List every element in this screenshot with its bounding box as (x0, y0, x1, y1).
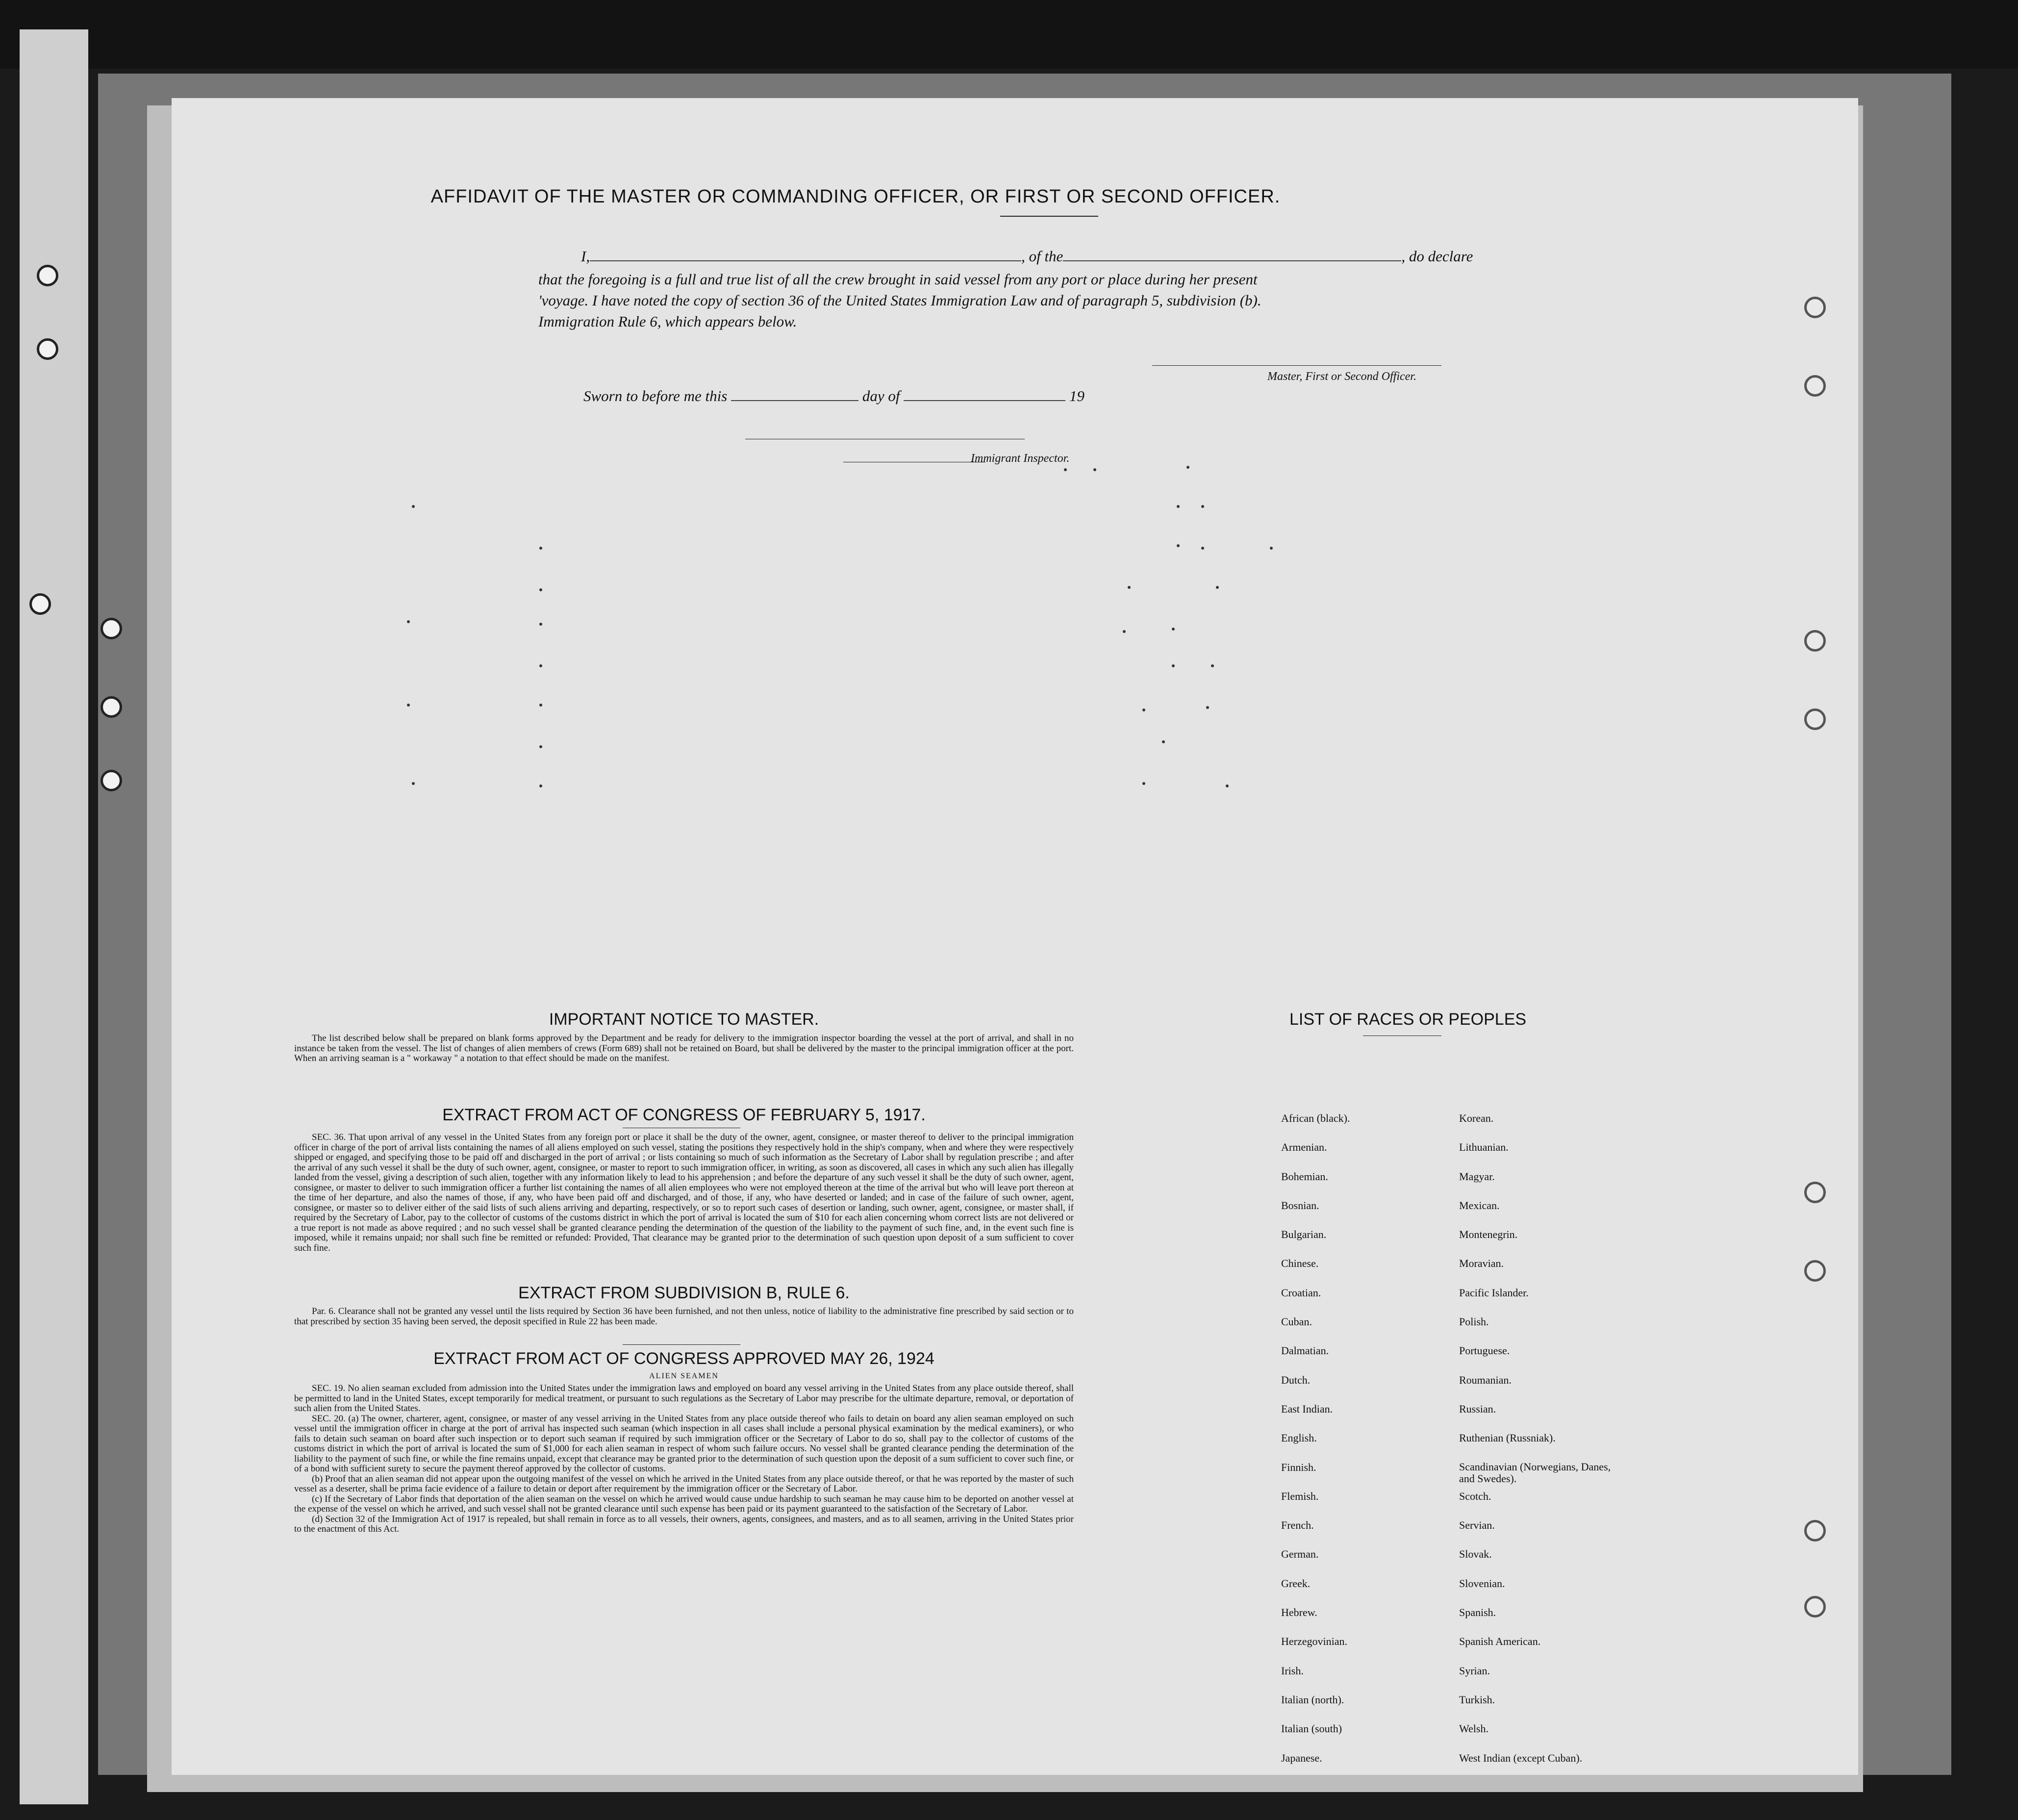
inspector-caption: Immigrant Inspector. (971, 452, 1070, 465)
race-item: Bosnian. (1281, 1199, 1319, 1212)
master-signature-line (1152, 365, 1441, 366)
bleed-dot (1172, 664, 1175, 667)
affidavit-text-line-2: 'voyage. I have noted the copy of section 36 of the United States Immigration Law and of paragraph 5, subdivision (b). (538, 292, 1261, 309)
bleed-dot (1177, 505, 1180, 508)
race-item: Flemish. (1281, 1490, 1319, 1502)
affidavit-text-line-3: Immigration Rule 6, which appears below. (538, 313, 797, 330)
bleed-dot (1216, 586, 1219, 589)
race-item: Japanese. (1281, 1751, 1322, 1764)
binder-hole-icon (101, 618, 122, 639)
notice-text (294, 1034, 1074, 1064)
race-item: Bohemian. (1281, 1170, 1328, 1183)
binder-hole-icon (101, 770, 122, 791)
race-item: Italian (north). (1281, 1693, 1344, 1706)
race-item: African (black). (1281, 1112, 1350, 1124)
race-item: French. (1281, 1519, 1314, 1532)
notice-paragraph: The list described below shall be prepared on blank forms approved by the Department and be ready for delivery to the immigration inspector boarding the vessel at the port of arrival, and shall in no instance be taken from the vessel. The list of changes of alien members of crews (Form 689) shall not be retained on Board, but shall be delivered by the master to the principal immigration officer at the port. When an arriving seaman is a " workaway " a notation to that effect should be made on the manifest. (294, 1033, 1074, 1063)
bleed-dot (1142, 708, 1145, 711)
rule-6-divider (623, 1344, 740, 1345)
race-item: Croatian. (1281, 1286, 1321, 1299)
affidavit-title: AFFIDAVIT OF THE MASTER OR COMMANDING OFFICER, OR FIRST OR SECOND OFFICER. (430, 186, 1281, 207)
race-item: West Indian (except Cuban). (1459, 1751, 1583, 1764)
act-1924-text (294, 1384, 1074, 1535)
bleed-dot (1201, 505, 1204, 508)
races-right-column (1459, 1112, 1665, 1781)
bleed-dot (1172, 628, 1175, 631)
punch-hole-icon (1804, 1260, 1826, 1282)
race-item: Moravian. (1459, 1257, 1504, 1270)
bleed-dot (539, 664, 542, 667)
race-item: Slovenian. (1459, 1577, 1505, 1590)
binder-hole-icon (29, 593, 51, 615)
act-1924-section-20c: (c) If the Secretary of Labor finds that deportation of the alien seaman on the vessel on which he arrived would cause undue hardship to such seaman he may cause him to be deported on another vessel at the expense of the vessel on which he arrived, and such vessel shall not be granted clearance until such expense has been paid or its payment guaranteed to the satisfaction of the Secretary of Labor. (294, 1493, 1074, 1514)
bleed-dot (1064, 468, 1067, 471)
day-blank (731, 400, 858, 401)
punch-hole-icon (1804, 708, 1826, 730)
race-item: Servian. (1459, 1519, 1495, 1532)
vessel-blank (1063, 260, 1401, 261)
do-declare-label: , do declare (1401, 248, 1473, 265)
bleed-dot (539, 623, 542, 626)
bleed-dot (539, 784, 542, 787)
punch-hole-icon (1804, 1596, 1826, 1618)
bleed-dot (1093, 468, 1096, 471)
rule-6-paragraph: Par. 6. Clearance shall not be granted any vessel until the lists required by Section 36 have been furnished, and not then unless, notice of liability to the administrative fine prescribed by said section or to that prescribed by section 35 having been served, the deposit specified in Rule 22 has been made. (294, 1306, 1074, 1327)
act-1917-paragraph: SEC. 36. That upon arrival of any vessel in the United States from any foreign port or place it shall be the duty of the owner, agent, consignee, or master thereof to deliver to the principal immigration officer in charge of the port of arrival lists containing the names of all aliens employed on such vessel, stating the positions they respectively hold in the ship's company, when and where they were respectively shipped or engaged, and specifying those to be paid off and discharged in the port of arrival ; or lists containing so much of such information as the Secretary of Labor shall by regulation prescribe ; and after the arrival of any such vessel it shall be the duty of such owner, agent, consignee, or master to report to such immigration officer, in writing, as soon as discovered, all cases in which any such alien has illegally landed from the vessel, giving a description of such alien, together with any information likely to lead to his apprehension ; and before the departure of any such vessel it shall be the duty of such owner, agent, consignee, or master to deliver to such immigration officer a further list containing the names of all alien employees who were not employed thereon at the time of the arrival but who will leave port thereon at the time of her departure, and also the names of those, if any, who have been paid off and discharged, and of those, if any, who have deserted or landed; and in case of the failure of such owner, agent, consignee, or master so to deliver either of the said lists of such aliens arriving and departing, respectively, or so to report such cases of desertion or landing, such owner, agent, consignee, or master shall, if required by the Secretary of Labor, pay to the collector of customs of the customs district in which the port of arrival is located the sum of $10 for each alien concerning whom correct lists are not delivered or a true report is not made as above required ; and no such vessel shall be granted clearance pending the determination of the question of the liability to the payment of such fine, and, in the event such fine is imposed, while it remains unpaid; nor shall such fine be remitted or refunded: Provided, That clearance may be granted prior to the determination of such question upon deposit of a sum sufficient to cover such fine. (294, 1132, 1074, 1253)
race-item: Chinese. (1281, 1257, 1319, 1270)
race-item: Finnish. (1281, 1461, 1316, 1473)
bleed-dot (407, 620, 410, 623)
bleed-dot (539, 547, 542, 550)
race-item: Spanish American. (1459, 1635, 1541, 1648)
race-item: Polish. (1459, 1315, 1489, 1328)
binder-hole-icon (37, 338, 58, 360)
binder-hole-icon (101, 696, 122, 718)
declaration-line (581, 248, 1473, 265)
race-item: Herzegovinian. (1281, 1635, 1347, 1648)
race-item: Slovak. (1459, 1548, 1492, 1561)
rule-6-title: EXTRACT FROM SUBDIVISION B, RULE 6. (518, 1284, 850, 1302)
bleed-dot (412, 782, 415, 785)
race-item: Pacific Islander. (1459, 1286, 1529, 1299)
bleed-dot (1123, 630, 1126, 633)
act-1924-section-19: SEC. 19. No alien seaman excluded from admission into the United States under the immigration laws and employed on board any vessel arriving in the United States from any place outside thereof, shall be permitted to land in the United States, except temporarily for medical treatment, or pursuant to such regulations as the Secretary of Labor may prescribe for the ultimate departure, removal, or deportation of such alien from the United States. (294, 1383, 1074, 1414)
year-label: 19 (1069, 387, 1085, 404)
bleed-dot (1142, 782, 1145, 785)
rule-6-text (294, 1307, 1074, 1327)
race-item: Italian (south) (1281, 1722, 1342, 1735)
race-item: Welsh. (1459, 1722, 1488, 1735)
bleed-dot (539, 704, 542, 707)
races-left-column (1281, 1112, 1458, 1781)
race-item: Mexican. (1459, 1199, 1500, 1212)
race-item: Montenegrin. (1459, 1228, 1518, 1241)
of-the-label: , of the (1021, 248, 1063, 265)
punch-hole-icon (1804, 1182, 1826, 1203)
race-item: Turkish. (1459, 1693, 1495, 1706)
punch-hole-icon (1804, 1520, 1826, 1542)
race-item: Portuguese. (1459, 1344, 1510, 1357)
ledger-edge-strip (20, 29, 88, 1804)
race-item: Greek. (1281, 1577, 1311, 1590)
race-item: Ruthenian (Russniak). (1459, 1432, 1556, 1444)
act-1924-title: EXTRACT FROM ACT OF CONGRESS APPROVED MAY 26, 1924 (433, 1349, 934, 1368)
i-label: I, (581, 248, 590, 265)
bleed-dot (1177, 544, 1180, 547)
race-item: Armenian. (1281, 1141, 1327, 1154)
binder-hole-icon (37, 265, 58, 286)
title-underline (1000, 216, 1098, 217)
bleed-dot (1201, 547, 1204, 550)
punch-hole-icon (1804, 630, 1826, 652)
manifest-page (172, 98, 1858, 1775)
race-item: Dalmatian. (1281, 1344, 1329, 1357)
race-item: Roumanian. (1459, 1373, 1512, 1386)
bleed-dot (1206, 706, 1209, 709)
race-item: Russian. (1459, 1402, 1496, 1415)
race-item: East Indian. (1281, 1402, 1333, 1415)
punch-hole-icon (1804, 297, 1826, 318)
act-1917-title: EXTRACT FROM ACT OF CONGRESS OF FEBRUARY 5, 1917. (442, 1106, 926, 1124)
bleed-dot (1186, 466, 1189, 469)
bleed-dot (412, 505, 415, 508)
race-item: Spanish. (1459, 1606, 1496, 1619)
act-1924-section-20a: SEC. 20. (a) The owner, charterer, agent, consignee, or master of any vessel arriving in the United States from any place outside thereof who fails to detain on board any alien seaman employed on such vessel until the immigration officer in charge at the port of arrival has inspected such seaman (which inspection in all cases shall include a personal physical examination by the medical examiners), or who fails to detain such seaman on board after such inspection or to deport such seaman if required by such immigration officer or the Secretary of Labor to do so, shall pay to the collector of customs of the customs district in which the port of arrival is located the sum of $1,000 for each alien seaman in respect of whom such failure occurs. No vessel shall be granted clearance pending the determination of the liability to the payment of such fine, or while the fine remains unpaid, except that clearance may be granted prior to the determination of such question upon the deposit of a sum sufficient to cover such fine, or of a bond with sufficient surety to secure the payment thereof approved by the collector of customs. (294, 1413, 1074, 1474)
act-1924-subtitle: ALIEN SEAMEN (649, 1372, 719, 1380)
race-item: German. (1281, 1548, 1319, 1561)
race-item: Scotch. (1459, 1490, 1491, 1502)
race-item: Hebrew. (1281, 1606, 1317, 1619)
bleed-dot (1270, 547, 1273, 550)
bleed-dot (1211, 664, 1214, 667)
day-of-label: day of (862, 387, 900, 404)
race-item: Syrian. (1459, 1664, 1490, 1677)
sworn-label: Sworn to before me this (583, 387, 728, 404)
race-item: Cuban. (1281, 1315, 1312, 1328)
race-item: Dutch. (1281, 1373, 1311, 1386)
bleed-dot (1128, 586, 1131, 589)
race-item: Korean. (1459, 1112, 1494, 1124)
master-signature-caption: Master, First or Second Officer. (1267, 370, 1416, 383)
punch-hole-icon (1804, 375, 1826, 397)
bleed-dot (1162, 740, 1165, 743)
bleed-dot (539, 745, 542, 748)
race-item: Scandinavian (Norwegians, Danes, and Swedes). (1459, 1460, 1611, 1485)
races-title: LIST OF RACES OR PEOPLES (1289, 1010, 1527, 1029)
notice-title: IMPORTANT NOTICE TO MASTER. (549, 1010, 819, 1029)
month-blank (904, 400, 1065, 401)
sworn-line (583, 387, 1085, 405)
act-1917-text (294, 1133, 1074, 1253)
race-item: English. (1281, 1432, 1317, 1444)
bleed-dot (539, 588, 542, 591)
race-item: Lithuanian. (1459, 1141, 1509, 1154)
bleed-dot (1226, 784, 1229, 787)
race-item: Bulgarian. (1281, 1228, 1327, 1241)
race-item: Magyar. (1459, 1170, 1495, 1183)
affidavit-text-line-1: that the foregoing is a full and true list of all the crew brought in said vessel from any port or place during her present (538, 271, 1258, 288)
name-blank (590, 260, 1021, 261)
act-1924-section-20b: (b) Proof that an alien seaman did not appear upon the outgoing manifest of the vessel on which he arrived in the United States from any place outside thereof, or that he was reported by the master of such vessel as a deserter, shall be prima facie evidence of a failure to detain or deport after requirement by the immigration officer or the Secretary of Labor. (294, 1473, 1074, 1494)
act-1924-section-20d: (d) Section 32 of the Immigration Act of 1917 is repealed, but shall remain in force as to all vessels, their owners, agents, consignees, and masters, and as to all seamen, arriving in the United States prior to the enactment of this Act. (294, 1514, 1074, 1534)
race-item: Irish. (1281, 1664, 1304, 1677)
bleed-dot (407, 704, 410, 707)
